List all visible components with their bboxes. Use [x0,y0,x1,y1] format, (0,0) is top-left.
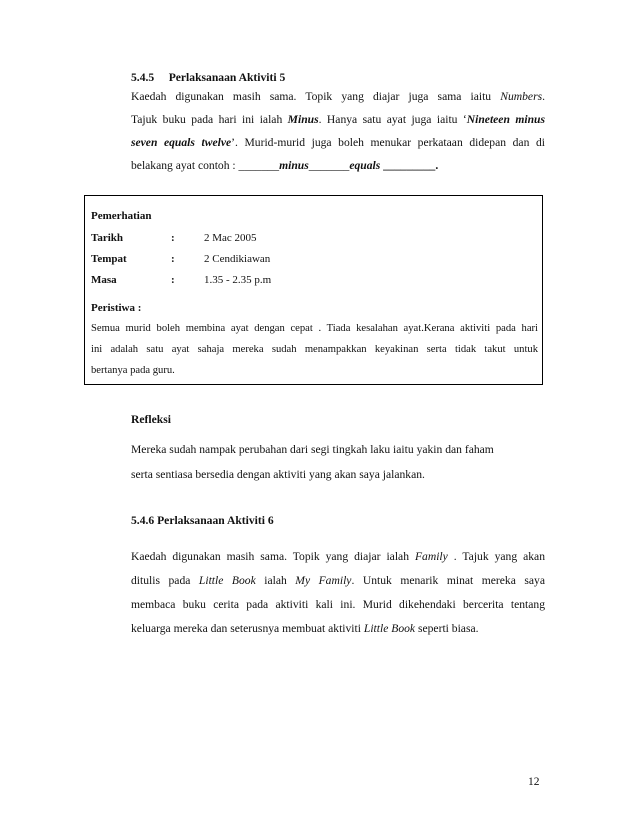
event-line: Semua murid boleh membina ayat dengan cepat . Tiada kesalahan ayat.Kerana aktiviti pada hari [91,323,538,334]
text-span: ialah [255,574,296,587]
observation-heading: Pemerhatian [91,210,152,222]
italic-span: My Family [295,574,352,587]
text-span: Kaedah digunakan masih sama. Topik yang diajar juga sama iaitu [131,90,501,103]
event-line: bertanya pada guru. [91,365,175,376]
text-span: . Tajuk yang akan [447,550,545,563]
section-heading [131,68,545,88]
observation-value: 2 Mac 2005 [204,231,257,244]
text-span: keluarga mereka dan seterusnya membuat aktiviti [131,622,364,635]
observation-value: 2 Cendikiawan [204,252,271,265]
observation-row [91,248,538,269]
observation-key: Tarikh [91,231,124,244]
italic-span: Numbers [500,90,543,103]
text-span: ’. Murid-murid juga boleh menukar perkataan didepan dan di [231,136,545,149]
section-5-4-5 [131,68,545,177]
event-title: Peristiwa : [91,302,142,314]
bold-italic-span: seven equals twelve [131,136,232,149]
observation-row [91,269,538,290]
paragraph-line [131,88,545,105]
observation-colon: : [171,252,175,265]
observation-value: 1.35 - 2.35 p.m [204,273,272,286]
paragraph-line [131,617,545,640]
text-span: ditulis pada [131,574,199,587]
reflection-section [131,410,545,486]
paragraph-line [131,569,545,592]
observation-box [84,195,543,385]
observation-key: Masa [91,273,117,286]
text-span: . Untuk menarik minat mereka saya [351,574,545,587]
italic-span: Little Book [198,574,256,587]
text-span: seperti biasa. [415,622,479,635]
observation-key: Tempat [91,252,127,265]
section-5-4-6 [131,511,545,640]
paragraph-line: membaca buku cerita pada aktiviti kali ini. Murid dikehendaki bercerita tentang [131,598,545,611]
text-span: belakang ayat contoh : _______ [131,159,280,172]
section-number: 5.4.5 [131,71,155,84]
observation-colon: : [171,273,175,286]
bold-italic-span: equals [349,159,381,172]
section-title: 5.4.6 Perlaksanaan Aktiviti 6 [131,514,274,527]
text-span: . Hanya satu ayat juga iaitu ‘ [318,113,467,126]
paragraph-line [131,108,545,131]
reflection-title: Refleksi [131,413,171,426]
text-span: . [542,90,545,103]
reflection-line: Mereka sudah nampak perubahan dari segi tingkah laku iaitu yakin dan faham [131,443,494,456]
bold-italic-span: Nineteen minus [466,113,545,126]
text-span: _______ [308,159,350,172]
italic-span: Little Book [363,622,416,635]
italic-span: Family [414,550,448,563]
paragraph-line [131,154,545,177]
text-span: _________. [380,159,439,172]
reflection-line: serta sentiasa bersedia dengan aktiviti yang akan saya jalankan. [131,468,425,481]
paragraph-line [131,545,545,568]
event-line: ini adalah satu ayat sahaja mereka sudah menampakkan keyakinan serta tidak takut untuk [91,344,538,355]
section-title: Perlaksanaan Aktiviti 5 [168,71,286,84]
observation-colon: : [171,231,175,244]
bold-italic-span: Minus [287,113,319,126]
text-span: Kaedah digunakan masih sama. Topik yang diajar ialah [131,550,415,563]
bold-italic-span: minus [279,159,309,172]
text-span: Tajuk buku pada hari ini ialah [131,113,288,126]
page-number: 12 [528,776,540,788]
paragraph-line [131,131,545,154]
observation-row [91,227,538,248]
